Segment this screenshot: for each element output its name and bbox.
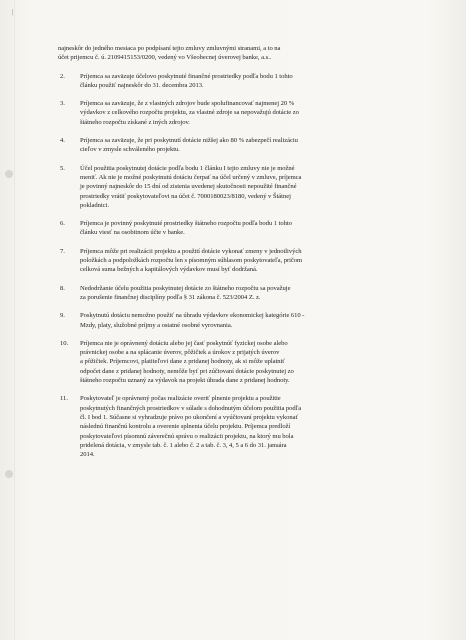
numbered-list (58, 72, 403, 460)
list-item (58, 99, 403, 127)
intro-line: najneskôr do jedného mesiaca po podpísaní tejto zmluvy zmluvnými stranami, a to na (58, 45, 281, 52)
text-line: meniť. Ak nie je možné poskytnutú dotáciu čerpať na účel určený v zmluve, príjemca (80, 173, 302, 181)
page-edge-shadow (14, 0, 15, 640)
item-number: 5. (60, 164, 65, 172)
item-number: 3. (60, 100, 65, 108)
item-number: 4. (60, 137, 65, 145)
text-line: položkách a podpoložkách rozpočtu len s písomným súhlasom poskytovateľa, pričom (80, 257, 303, 265)
item-text (80, 219, 403, 238)
list-item (58, 164, 403, 210)
text-line: Nedodržanie účelu použitia poskytnutej dotácie zo štátneho rozpočtu sa považuje (80, 284, 291, 292)
item-number: 9. (60, 312, 65, 320)
item-text (80, 164, 403, 210)
text-line: Účel použitia poskytnutej dotácie podľa bodu 1 článku I tejto zmluvy nie je možné (80, 164, 295, 172)
item-text (80, 284, 403, 303)
list-item (58, 394, 403, 459)
text-line: prostriedky vrátiť poskytovateľovi na účet č. 7000180023/8180, vedený v Štátnej (80, 192, 291, 200)
list-item (58, 284, 403, 303)
scan-edge-mark: | (12, 8, 14, 16)
text-line: 2014. (80, 451, 95, 459)
item-number: 11. (60, 395, 68, 403)
text-line: Príjemca sa zaväzuje účelovo poskytnuté finančné prostriedky podľa bodu 1 tohto (80, 72, 293, 80)
text-line: Príjemca je povinný poskytnuté prostriedky štátneho rozpočtu podľa bodu 1 tohto (80, 220, 292, 228)
punch-hole-mark (5, 170, 13, 178)
text-line: je povinný najneskôr do 15 dní od zistenia uvedenej skutočnosti nepoužité finančné (80, 183, 297, 191)
text-line: pridelená dotácia, v zmysle tab. č. 1 alebo č. 2 a tab. č. 3, 4, 5 a 6 do 31. januára (80, 441, 287, 449)
text-line: Poskytnutú dotáciu nemožno použiť na úhradu výdavkov ekonomickej kategórie 610 - (80, 312, 305, 320)
item-text (80, 99, 403, 127)
text-line: poskytnutých finančných prostriedkov v súlade s dohodnutým účelom použitia podľa (80, 404, 302, 412)
text-line: Príjemca sa zaväzuje, že pri poskytnutí dotácie nižšej ako 80 % zabezpečí realizáciu (80, 137, 298, 145)
item-number: 6. (60, 220, 65, 228)
list-item (58, 136, 403, 155)
intro-paragraph (58, 44, 403, 63)
text-line: štátneho rozpočtu získané z iných zdrojov. (80, 118, 190, 126)
text-line: článku použiť najneskôr do 31. decembra 2013. (80, 81, 204, 89)
text-line: článku viesť na osobitnom účte v banke. (80, 229, 185, 237)
item-number: 2. (60, 72, 65, 80)
item-text (80, 339, 403, 385)
text-line: Poskytovateľ je oprávnený počas realizácie overiť plnenie projektu a použitie (80, 395, 281, 403)
text-line: za porušenie finančnej disciplíny podľa § 31 zákona č. 523/2004 Z. z. (80, 293, 261, 301)
list-item (58, 219, 403, 238)
item-text (80, 72, 403, 91)
text-line: právnickej osobe a na splácanie úverov, pôžičiek a úrokov z prijatých úverov (80, 349, 280, 357)
text-line: štátneho rozpočtu uznaný za výdavok na projekt úhrada dane z pridanej hodnoty. (80, 377, 290, 385)
intro-line: účet prijemcu č. ú. 2109415153/0200, vedený vo Všeobecnej úverovej banke, a.s.. (58, 54, 272, 62)
text-line: čl. I bod 1. Súčasne si vyhradzuje právo po ukončení a vyúčtovaní projektu vykonať (80, 413, 299, 421)
text-line: Príjemca nie je oprávnený dotáciu alebo jej časť poskytnúť fyzickej osobe alebo (80, 339, 288, 347)
list-item (58, 72, 403, 91)
text-line: a pôžičiek. Príjemcovi, platiteľovi dane z pridanej hodnoty, ak si môže uplatniť (80, 358, 286, 366)
item-number: 10. (60, 339, 69, 347)
list-item (58, 311, 403, 330)
text-line: poskytovateľovi písomnú záverečnú správu o realizácii projektu, na ktorý mu bola (80, 432, 294, 440)
text-line: celková suma bežných a kapitálových výdavkov musí byť dodržaná. (80, 266, 258, 274)
item-number: 7. (60, 247, 65, 255)
text-line: cieľov v zmysle schváleného projektu. (80, 146, 180, 154)
text-line: Príjemca sa zaväzuje, že z vlastných zdrojov bude spolufinancovať najmenej 20 % (80, 100, 295, 108)
document-body (58, 44, 403, 468)
item-text (80, 136, 403, 155)
text-line: výdavkov z celkového rozpočtu projektu, za vlastné zdroje sa nepovažujú dotácie zo (80, 109, 299, 117)
text-line: odpočet dane z pridanej hodnoty, nemôže byť pri zúčtovaní dotácie poskytnutej zo (80, 367, 294, 375)
item-text (80, 394, 403, 459)
punch-hole-mark (5, 470, 13, 478)
text-line: Mzdy, platy, služobné príjmy a ostatné osobné vyrovnania. (80, 321, 233, 329)
text-line: následnú finančnú kontrolu a overenie splnenia účelu projektu. Príjemca predloží (80, 423, 291, 431)
list-item (58, 247, 403, 275)
text-line: Príjemca môže pri realizácii projektu a použití dotácie vykonať zmeny v jednotlivých (80, 247, 302, 255)
item-text (80, 247, 403, 275)
item-text (80, 311, 403, 330)
item-number: 8. (60, 284, 65, 292)
text-line: pokladnici. (80, 201, 109, 209)
list-item (58, 339, 403, 385)
